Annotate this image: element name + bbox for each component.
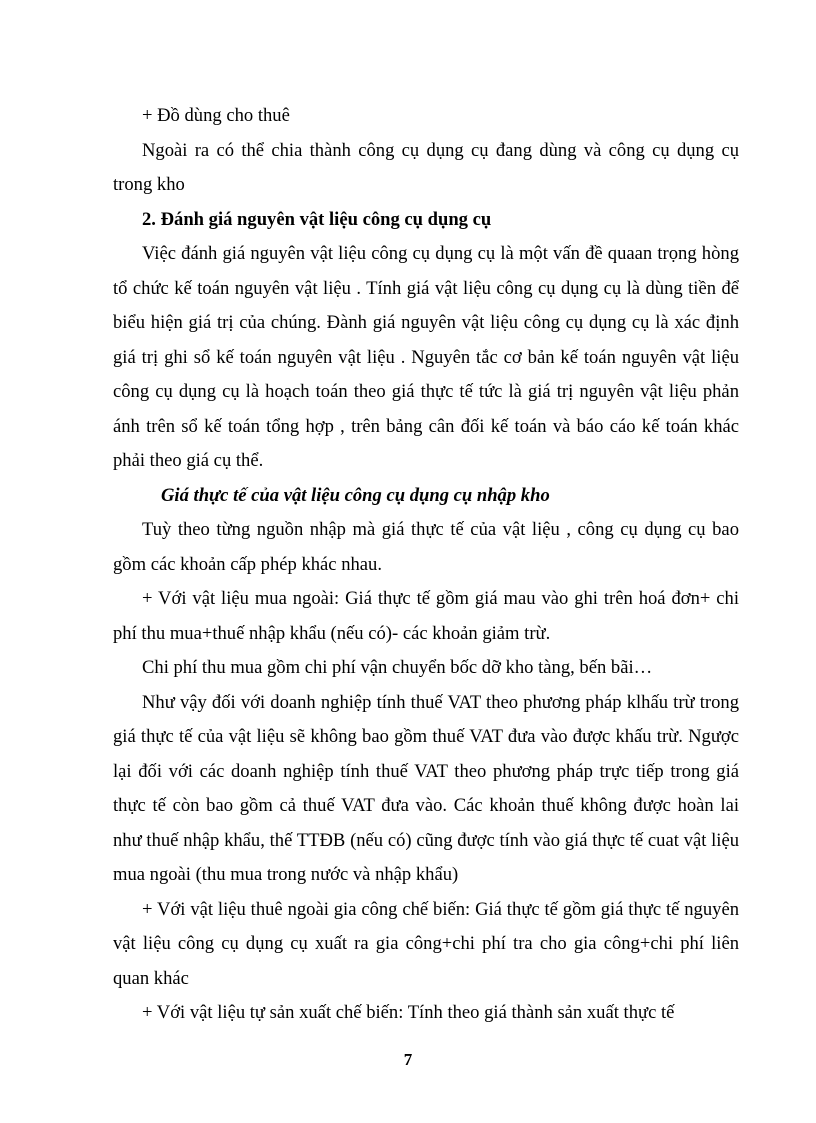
list-item-self-produced: + Với vật liệu tự sản xuất chế biến: Tính theo giá thành sản xuất thực tế <box>142 1002 675 1023</box>
paragraph-vat: Như vậy đối với doanh nghiệp tính thuế VAT theo phương pháp klhấu trừ trong giá thực tế của vật liệu sẽ không bao gồm thuế VAT đưa vào được khấu trừ. Ngược lại đối với các doanh nghiệp tính thuế VAT theo phương pháp trực tiếp trong giá thực tế còn bao gồm cả thuế VAT đưa vào. Các khoản thuế không được hoàn lai như thuế nhập khẩu, thế TTĐB (nếu có) cũng được tính vào giá thực tế cuat vật liệu mua ngoài (thu mua trong nước và nhập khẩu) <box>113 691 739 885</box>
paragraph-import-sources: Tuỳ theo từng nguồn nhập mà giá thực tế của vật liệu , công cụ dụng cụ bao gồm các khoản cấp phép khác nhau. <box>113 519 739 575</box>
list-item-purchased-materials: + Với vật liệu mua ngoài: Giá thực tế gồm giá mau vào ghi trên hoá đơn+ chi phí thu mua+thuế nhập khẩu (nếu có)- các khoản giảm trừ. <box>113 588 739 644</box>
subsection-heading: Giá thực tế của vật liệu công cụ dụng cụ nhập kho <box>161 484 550 506</box>
paragraph-valuation: Việc đánh giá nguyên vật liệu công cụ dụng cụ là một vấn đề quaan trọng hòng tổ chức kế toán nguyên vật liệu . Tính giá vật liệu công cụ dụng cụ là dùng tiền để biểu hiện giá trị của chúng. Đành giá nguyên vật liệu công cụ dụng cụ là xác định giá trị ghi sổ kế toán nguyên vật liệu . Nguyên tắc cơ bản kế toán nguyên vật liệu công cụ dụng cụ là hoạch toán theo giá thực tế tức là giá trị nguyên vật liệu phản ánh trên sổ kế toán tổng hợp , trên bảng cân đối kế toán và báo cáo kế toán khác phải theo giá cụ thể. <box>113 243 739 471</box>
list-item-rental-tools: + Đồ dùng cho thuê <box>142 105 290 126</box>
page-number: 7 <box>403 1050 413 1069</box>
list-item-outsourced-processing: + Với vật liệu thuê ngoài gia công chế biến: Giá thực tế gồm giá thực tế nguyên vật liệu công cụ dụng cụ xuất ra gia công+chi phí tra cho gia công+chi phí liên quan khác <box>113 898 739 989</box>
section-heading: 2. Đánh giá nguyên vật liệu công cụ dụng cụ <box>142 208 492 230</box>
paragraph-purchase-costs: Chi phí thu mua gồm chi phí vận chuyển bốc dỡ kho tàng, bến bãi… <box>142 657 653 678</box>
page-body <box>113 99 739 1031</box>
paragraph-classification: Ngoài ra có thể chia thành công cụ dụng cụ đang dùng và công cụ dụng cụ trong kho <box>113 139 739 195</box>
